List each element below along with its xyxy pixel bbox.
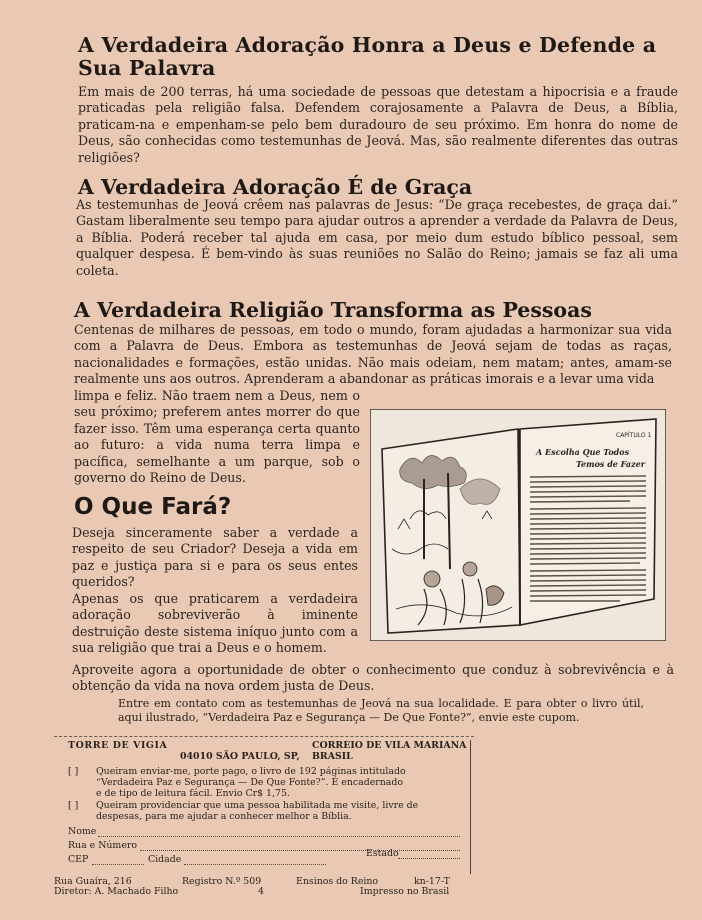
coupon-address-line-3: BRASIL <box>312 751 353 762</box>
name-field[interactable] <box>98 836 460 837</box>
checkbox-send-book[interactable]: [ ] <box>68 766 79 777</box>
open-book-illustration <box>370 409 666 641</box>
section-body-what-will-you-do-3: Aproveite agora a oportunidade de obter o conhecimento que conduz à sobrevivência e à obtenção da vida na nova ordem justa de Deus. <box>72 662 674 694</box>
imprint-printed: Impresso no Brasil <box>360 886 450 897</box>
coupon-address-line-1: CORREIO DE VILA MARIANA <box>312 740 467 751</box>
section-heading-true-religion-transforms: A Verdadeira Religião Transforma as Pessoas <box>74 298 592 322</box>
book-title-line-2: Temos de Fazer <box>576 459 645 469</box>
coupon-address-line-2: 04010 SÃO PAULO, SP, <box>180 751 300 762</box>
street-field-label: Rua e Número <box>68 840 137 851</box>
coupon-sender: TORRE DE VIGIA <box>68 740 168 751</box>
coupon-cut-line <box>54 736 474 737</box>
section-body-transforms-top: Centenas de milhares de pessoas, em todo o mundo, foram ajudadas a harmonizar sua vida com a Palavra de Deus. Embora as testemunhas de Jeová sejam de todas as raças, nacionalidades e formações, estão unidas. Não mais odeiam, nem matam; antes, amam-se realmente uns aos outros. Aprenderam a abandonar as práticas imorais e a levar uma vida <box>74 322 672 387</box>
checkbox-request-visit[interactable]: [ ] <box>68 800 79 811</box>
state-field[interactable] <box>398 858 460 859</box>
section-body-what-will-you-do-1: Deseja sinceramente saber a verdade a respeito de seu Criador? Deseja a vida em paz e justiça para si e para os seus entes queridos? <box>72 525 358 590</box>
imprint-registro: Registro N.º 509 <box>182 876 262 887</box>
section-body-transforms-bottom: limpa e feliz. Não traem nem a Deus, nem o seu próximo; preferem antes morrer do que fazer isso. Têm uma esperança certa quanto ao futuro: a vida numa terra limpa e pacífica, semelhante a um parque, sob o governo do Reino de Deus. <box>74 388 360 486</box>
option-send-book-line-2: “Verdadeira Paz e Segurança — De Que Fonte?”. É encadernado <box>96 777 404 788</box>
imprint-publisher: Ensinos do Reino <box>296 876 379 887</box>
cep-field[interactable] <box>92 864 144 865</box>
state-field-label: Estado <box>366 848 399 859</box>
name-field-label: Nome <box>68 826 97 837</box>
option-request-visit-line-1: Queiram providenciar que uma pessoa habilitada me visite, livre de <box>96 800 419 811</box>
section-heading-true-worship-is-free: A Verdadeira Adoração É de Graça <box>78 175 473 199</box>
option-send-book-line-3: e de tipo de leitura fácil. Envio Cr$ 1,75. <box>96 788 290 799</box>
city-field[interactable] <box>184 864 326 865</box>
street-field[interactable] <box>140 850 460 851</box>
imprint-code: kn-17-T <box>414 876 450 887</box>
book-chapter-label: CAPÍTULO 1 <box>616 432 652 439</box>
city-field-label: Cidade <box>148 854 182 865</box>
coupon-intro: Entre em contato com as testemunhas de Jeová na sua localidade. E para obter o livro útil, aqui ilustrado, “Verdadeira Paz e Segurança — De Que Fonte?”, envie este cupom. <box>118 697 644 724</box>
mail-coupon[interactable] <box>54 736 474 876</box>
coupon-side-border <box>470 740 471 874</box>
book-title-line-1: A Escolha Que Todos <box>536 447 630 457</box>
section-body-true-worship-is-free: As testemunhas de Jeová crêem nas palavras de Jesus: “De graça recebestes, de graça dai.” Gastam liberalmente seu tempo para ajudar outros a aprender a verdade da Palavra de Deus, a Bíblia. Poderá receber tal ajuda em casa, por meio dum estudo bíblico pessoal, sem qualquer despesa. É bem-vindo às suas reuniões no Salão do Reino; jamais se faz ali uma coleta. <box>76 197 678 278</box>
cep-field-label: CEP <box>68 854 89 865</box>
imprint-address: Rua Guaíra, 216 <box>54 876 132 887</box>
section-body-true-worship-honors-god: Em mais de 200 terras, há uma sociedade de pessoas que detestam a hipocrisia e a fraude praticadas pela religião falsa. Defendem corajosamente a Palavra de Deus, a Bíblia, praticam-na e empenham-se pelo bem duradouro de seu próximo. Em honra do nome de Deus, são conhecidas como testemunhas de Jeová. Mas, são realmente diferentes das outras religiões? <box>78 84 678 165</box>
section-heading-true-worship-honors-god: A Verdadeira Adoração Honra a Deus e Defende a Sua Palavra <box>78 33 657 80</box>
option-request-visit-line-2: despesas, para me ajudar a conhecer melhor a Bíblia. <box>96 811 352 822</box>
section-body-what-will-you-do-2: Apenas os que praticarem a verdadeira adoração sobreviverão à iminente destruição deste sistema iníquo junto com a sua religião que trai a Deus e o homem. <box>72 591 358 656</box>
page-number: 4 <box>258 886 264 897</box>
section-heading-what-will-you-do: O Que Fará? <box>74 494 232 520</box>
option-send-book-line-1: Queiram enviar-me, porte pago, o livro de 192 páginas intitulado <box>96 766 406 777</box>
imprint-director: Diretor: A. Machado Filho <box>54 886 179 897</box>
